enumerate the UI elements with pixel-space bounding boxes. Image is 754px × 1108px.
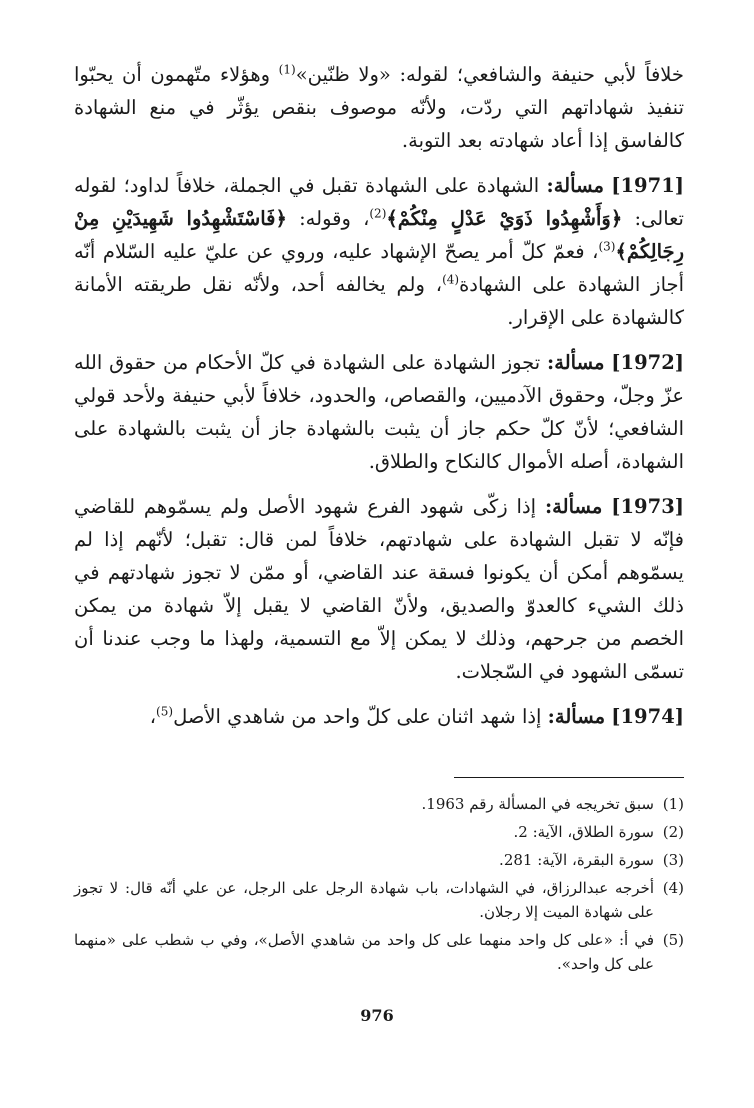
issue-keyword: مسألة: [547, 351, 605, 374]
issue-number: [1971] [611, 174, 684, 197]
paragraph [74, 490, 684, 688]
page-number: 976 [360, 1006, 394, 1025]
footnote-number: (3) [662, 851, 684, 869]
footnote-text: سورة الطلاق، الآية: 2. [513, 823, 654, 841]
text-segment: ، فعمّ كلّ أمر يصحّ الإشهاد عليه، وروي عن عليّ عليه السّلام أنّه أجاز الشهادة على الشهادة [74, 240, 684, 296]
footnote-ref: (2) [369, 206, 387, 221]
footnote-number: (5) [662, 931, 684, 949]
footnote-number: (2) [662, 823, 684, 841]
paragraph [74, 58, 684, 157]
footnote [74, 820, 684, 844]
text-segment: تجوز الشهادة على الشهادة في كلّ الأحكام من حقوق الله عزّ وجلّ، وحقوق الآدميين، والقصاص، والحدود، خلافاً لأبي حنيفة ولأحد قولي الشافعي؛ لأنّ كلّ حكم جاز أن يثبت بالشهادة جاز أن يثبت بالشهادة على الشهادة، أصله الأموال كالنكاح والطلاق. [74, 351, 684, 473]
issue-keyword: مسألة: [544, 495, 603, 518]
footnote-text: سورة البقرة، الآية: 281. [499, 851, 654, 869]
text-segment: ، وقوله: [286, 207, 370, 230]
footnotes [74, 792, 684, 976]
text-segment: ، [149, 705, 157, 728]
text-segment: إذا شهد اثنان على كلّ واحد من شاهدي الأصل [173, 705, 548, 728]
footnote-separator [454, 777, 684, 778]
footnote-ref: (3) [598, 239, 616, 254]
footnote [74, 792, 684, 816]
issue-keyword: مسألة: [546, 174, 604, 197]
text-segment: خلافاً لأبي حنيفة والشافعي؛ لقوله: «ولا ظنّين» [295, 63, 684, 86]
text-segment: ، ولم يخالفه أحد، ولأنّه نقل طريقته الأمانة كالشهادة على الإقرار. [74, 273, 684, 329]
issue-number: [1972] [611, 351, 685, 374]
footnote-number: (1) [662, 795, 684, 813]
footnote [74, 876, 684, 924]
footnote-ref: (4) [442, 272, 460, 287]
footnote-ref: (1) [278, 62, 296, 77]
paragraph [74, 169, 684, 334]
paragraph [74, 700, 684, 733]
paragraph [74, 346, 684, 478]
quran-verse: ﴿فَاسْتَشْهِدُوا شَهِيدَيْنِ مِنْ رِجَالِكُمْ﴾ [74, 207, 684, 263]
text-segment: الشهادة على الشهادة تقبل في الجملة، خلافاً لداود؛ لقوله تعالى: [74, 174, 684, 230]
body-text [74, 58, 684, 733]
footnote-text: أخرجه عبدالرزاق، في الشهادات، باب شهادة الرجل على الرجل، عن علي أنّه قال: لا تجوز على شهادة الميت إلا رجلان. [74, 879, 654, 921]
footnote-number: (4) [662, 879, 684, 897]
issue-number: [1973] [611, 495, 684, 518]
quran-verse: ﴿وَأَشْهِدُوا ذَوَيْ عَدْلٍ مِنْكُمْ﴾ [386, 207, 623, 230]
footnote [74, 848, 684, 872]
issue-keyword: مسألة: [547, 705, 606, 728]
issue-number: [1974] [611, 705, 684, 728]
footnote-text: سبق تخريجه في المسألة رقم 1963. [421, 795, 654, 813]
footnote [74, 928, 684, 976]
text-segment: إذا زكّى شهود الفرع شهود الأصل ولم يسمّوهم للقاضي فإنّه لا تقبل الشهادة على شهادتهم، خلافاً لمن قال: تقبل؛ لأنّهم إذا لم يسمّوهم أمكن أن يكونوا فسقة عند القاضي، أو ممّن لا تجوز شهادتهم في ذلك الشيء كالعدوّ والصديق، ولأنّ القاضي لا يقبل إلاّ شهادة من يمكن الخصم من جرحهم، وذلك لا يمكن إلاّ مع التسمية، ولهذا ما وجب عندنا أن تسمّى الشهود في السّجلات. [74, 495, 684, 683]
footnote-ref: (5) [156, 704, 174, 719]
footnote-text: في أ: «على كل واحد منهما على كل واحد من شاهدي الأصل»، وفي ب شطب على «منهما على كل واحد». [74, 931, 654, 973]
text-segment: وهؤلاء متّهمون أن يحبّوا تنفيذ شهاداتهم التي ردّت، ولأنّه موصوف بنقص يؤثّر في منع الشهادة كالفاسق إذا أعاد شهادته بعد التوبة. [74, 63, 684, 152]
